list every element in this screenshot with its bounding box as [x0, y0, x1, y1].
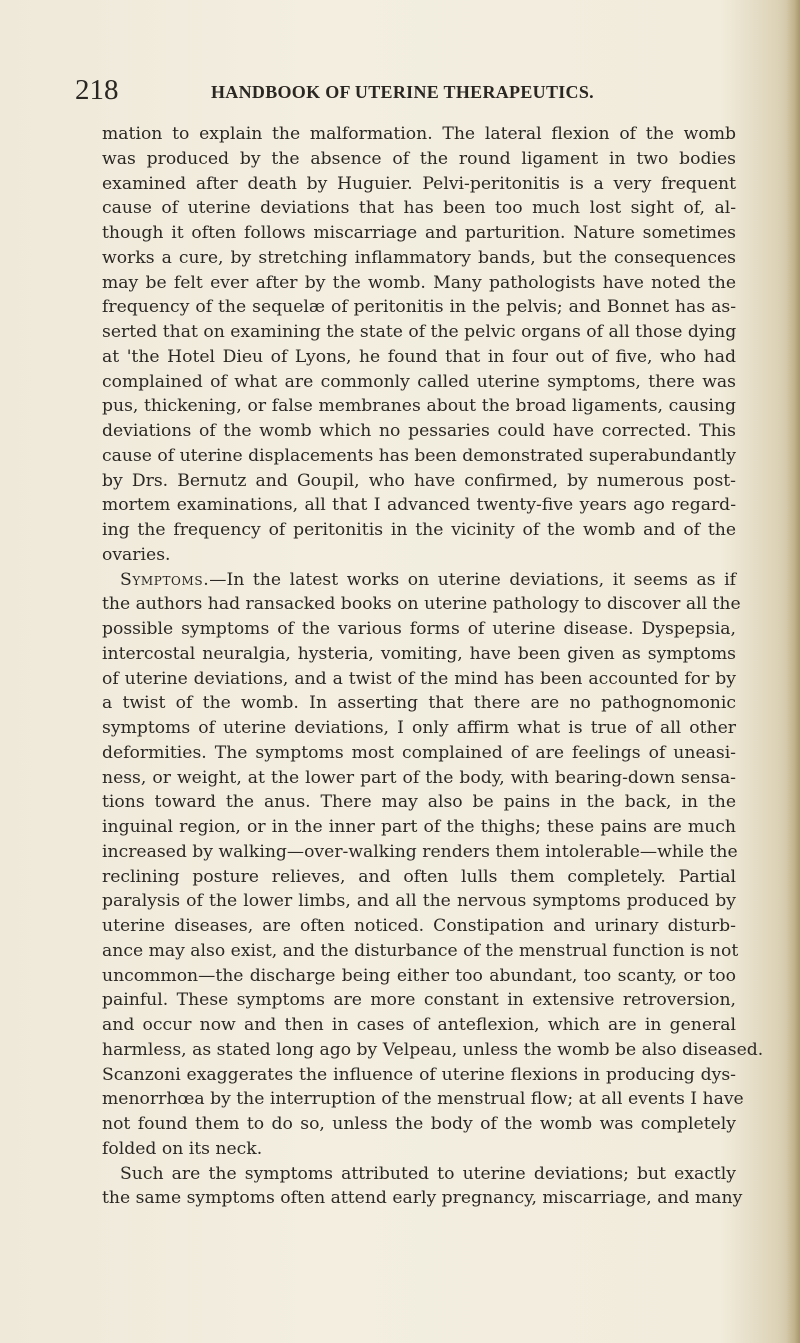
- text-line: serted that on examining the state of the pelvic organs of all those dying: [102, 322, 737, 342]
- text-line: ness, or weight, at the lower part of the body, with bearing-down sensa-: [102, 767, 736, 788]
- text-line: not found them to do so, unless the body of the womb was completely: [102, 1114, 736, 1134]
- text-line: complained of what are commonly called uterine symptoms, there was: [102, 371, 736, 392]
- text-line: pus, thickening, or false membranes about the broad ligaments, causing: [102, 396, 736, 417]
- text-line: by Drs. Bernutz and Goupil, who have confirmed, by numerous post-: [102, 470, 736, 491]
- text-line: Such are the symptoms attributed to uterine deviations; but exactly: [120, 1163, 736, 1184]
- text-line: Scanzoni exaggerates the influence of uterine flexions in producing dys-: [102, 1064, 736, 1085]
- text-line: works a cure, by stretching inflammatory bands, but the consequences: [102, 247, 736, 268]
- text-line: tions toward the anus. There may also be pains in the back, in the: [102, 792, 736, 813]
- text-line: cause of uterine displacements has been demonstrated superabundantly: [102, 445, 736, 466]
- section-first-line: [102, 568, 736, 593]
- text-line: menorrhœa by the interruption of the menstrual flow; at all events I have: [102, 1089, 744, 1110]
- text-line: though it often follows miscarriage and parturition. Nature sometimes: [102, 223, 736, 243]
- text-line: paralysis of the lower limbs, and all the nervous symptoms produced by: [102, 891, 736, 912]
- text-line: frequency of the sequelæ of peritonitis in the pelvis; and Bonnet has as-: [102, 297, 736, 318]
- text-line: mation to explain the malformation. The lateral flexion of the womb: [102, 124, 736, 144]
- running-head: HANDBOOK OF UTERINE THERAPEUTICS.: [211, 82, 594, 102]
- text-line: ing the frequency of peritonitis in the vicinity of the womb and of the: [102, 520, 736, 540]
- text-line: the same symptoms often attend early pregnancy, miscarriage, and many: [102, 1188, 743, 1209]
- text-line: deviations of the womb which no pessaries could have corrected. This: [102, 421, 736, 441]
- text-line: may be felt ever after by the womb. Many pathologists have noted the: [102, 272, 736, 293]
- text-line: uterine diseases, are often noticed. Constipation and urinary disturb-: [102, 916, 736, 936]
- text-line: uncommon—the discharge being either too abundant, too scanty, or too: [102, 965, 736, 986]
- page-edge-shadow: [786, 0, 800, 1343]
- text-line: at 'the Hotel Dieu of Lyons, he found that in four out of five, who had: [102, 346, 736, 367]
- text-line: possible symptoms of the various forms of uterine disease. Dyspepsia,: [102, 619, 736, 639]
- text-line: painful. These symptoms are more constant in extensive retroversion,: [102, 990, 736, 1011]
- text-line: folded on its neck.: [102, 1138, 263, 1159]
- text-line: deformities. The symptoms most complained of are feelings of uneasi-: [102, 742, 736, 763]
- page-header: [75, 74, 735, 110]
- text-line: was produced by the absence of the round ligament in two bodies: [102, 148, 736, 169]
- page-number: 218: [75, 74, 119, 106]
- text-line: and occur now and then in cases of anteflexion, which are in general: [102, 1015, 736, 1035]
- text-line: intercostal neuralgia, hysteria, vomiting, have been given as symptoms: [102, 643, 736, 664]
- text-line: a twist of the womb. In asserting that there are no pathognomonic: [102, 693, 736, 714]
- body-text: [102, 122, 764, 1211]
- text-line: mortem examinations, all that I advanced twenty-five years ago regard-: [102, 495, 736, 516]
- section-heading-symptoms: Symptoms.: [120, 569, 210, 590]
- text-line-fragment: —In the latest works on uterine deviations, it seems as if: [209, 569, 736, 590]
- text-line: symptoms of uterine deviations, I only affirm what is true of all other: [102, 718, 736, 738]
- text-line: cause of uterine deviations that has been too much lost sight of, al-: [102, 198, 736, 219]
- text-line: the authors had ransacked books on uterine pathology to discover all the: [102, 594, 741, 615]
- text-line: ovaries.: [102, 544, 171, 565]
- text-line: examined after death by Huguier. Pelvi-peritonitis is a very frequent: [102, 173, 736, 194]
- text-line: increased by walking—over-walking renders them intolerable—while the: [102, 841, 738, 862]
- text-line: harmless, as stated long ago by Velpeau, unless the womb be also diseased.: [102, 1039, 764, 1060]
- text-line: ance may also exist, and the disturbance of the menstrual function is not: [102, 940, 739, 961]
- text-line: of uterine deviations, and a twist of the mind has been accounted for by: [102, 668, 736, 689]
- text-line: inguinal region, or in the inner part of the thighs; these pains are much: [102, 817, 736, 837]
- text-line: reclining posture relieves, and often lulls them completely. Partial: [102, 866, 736, 887]
